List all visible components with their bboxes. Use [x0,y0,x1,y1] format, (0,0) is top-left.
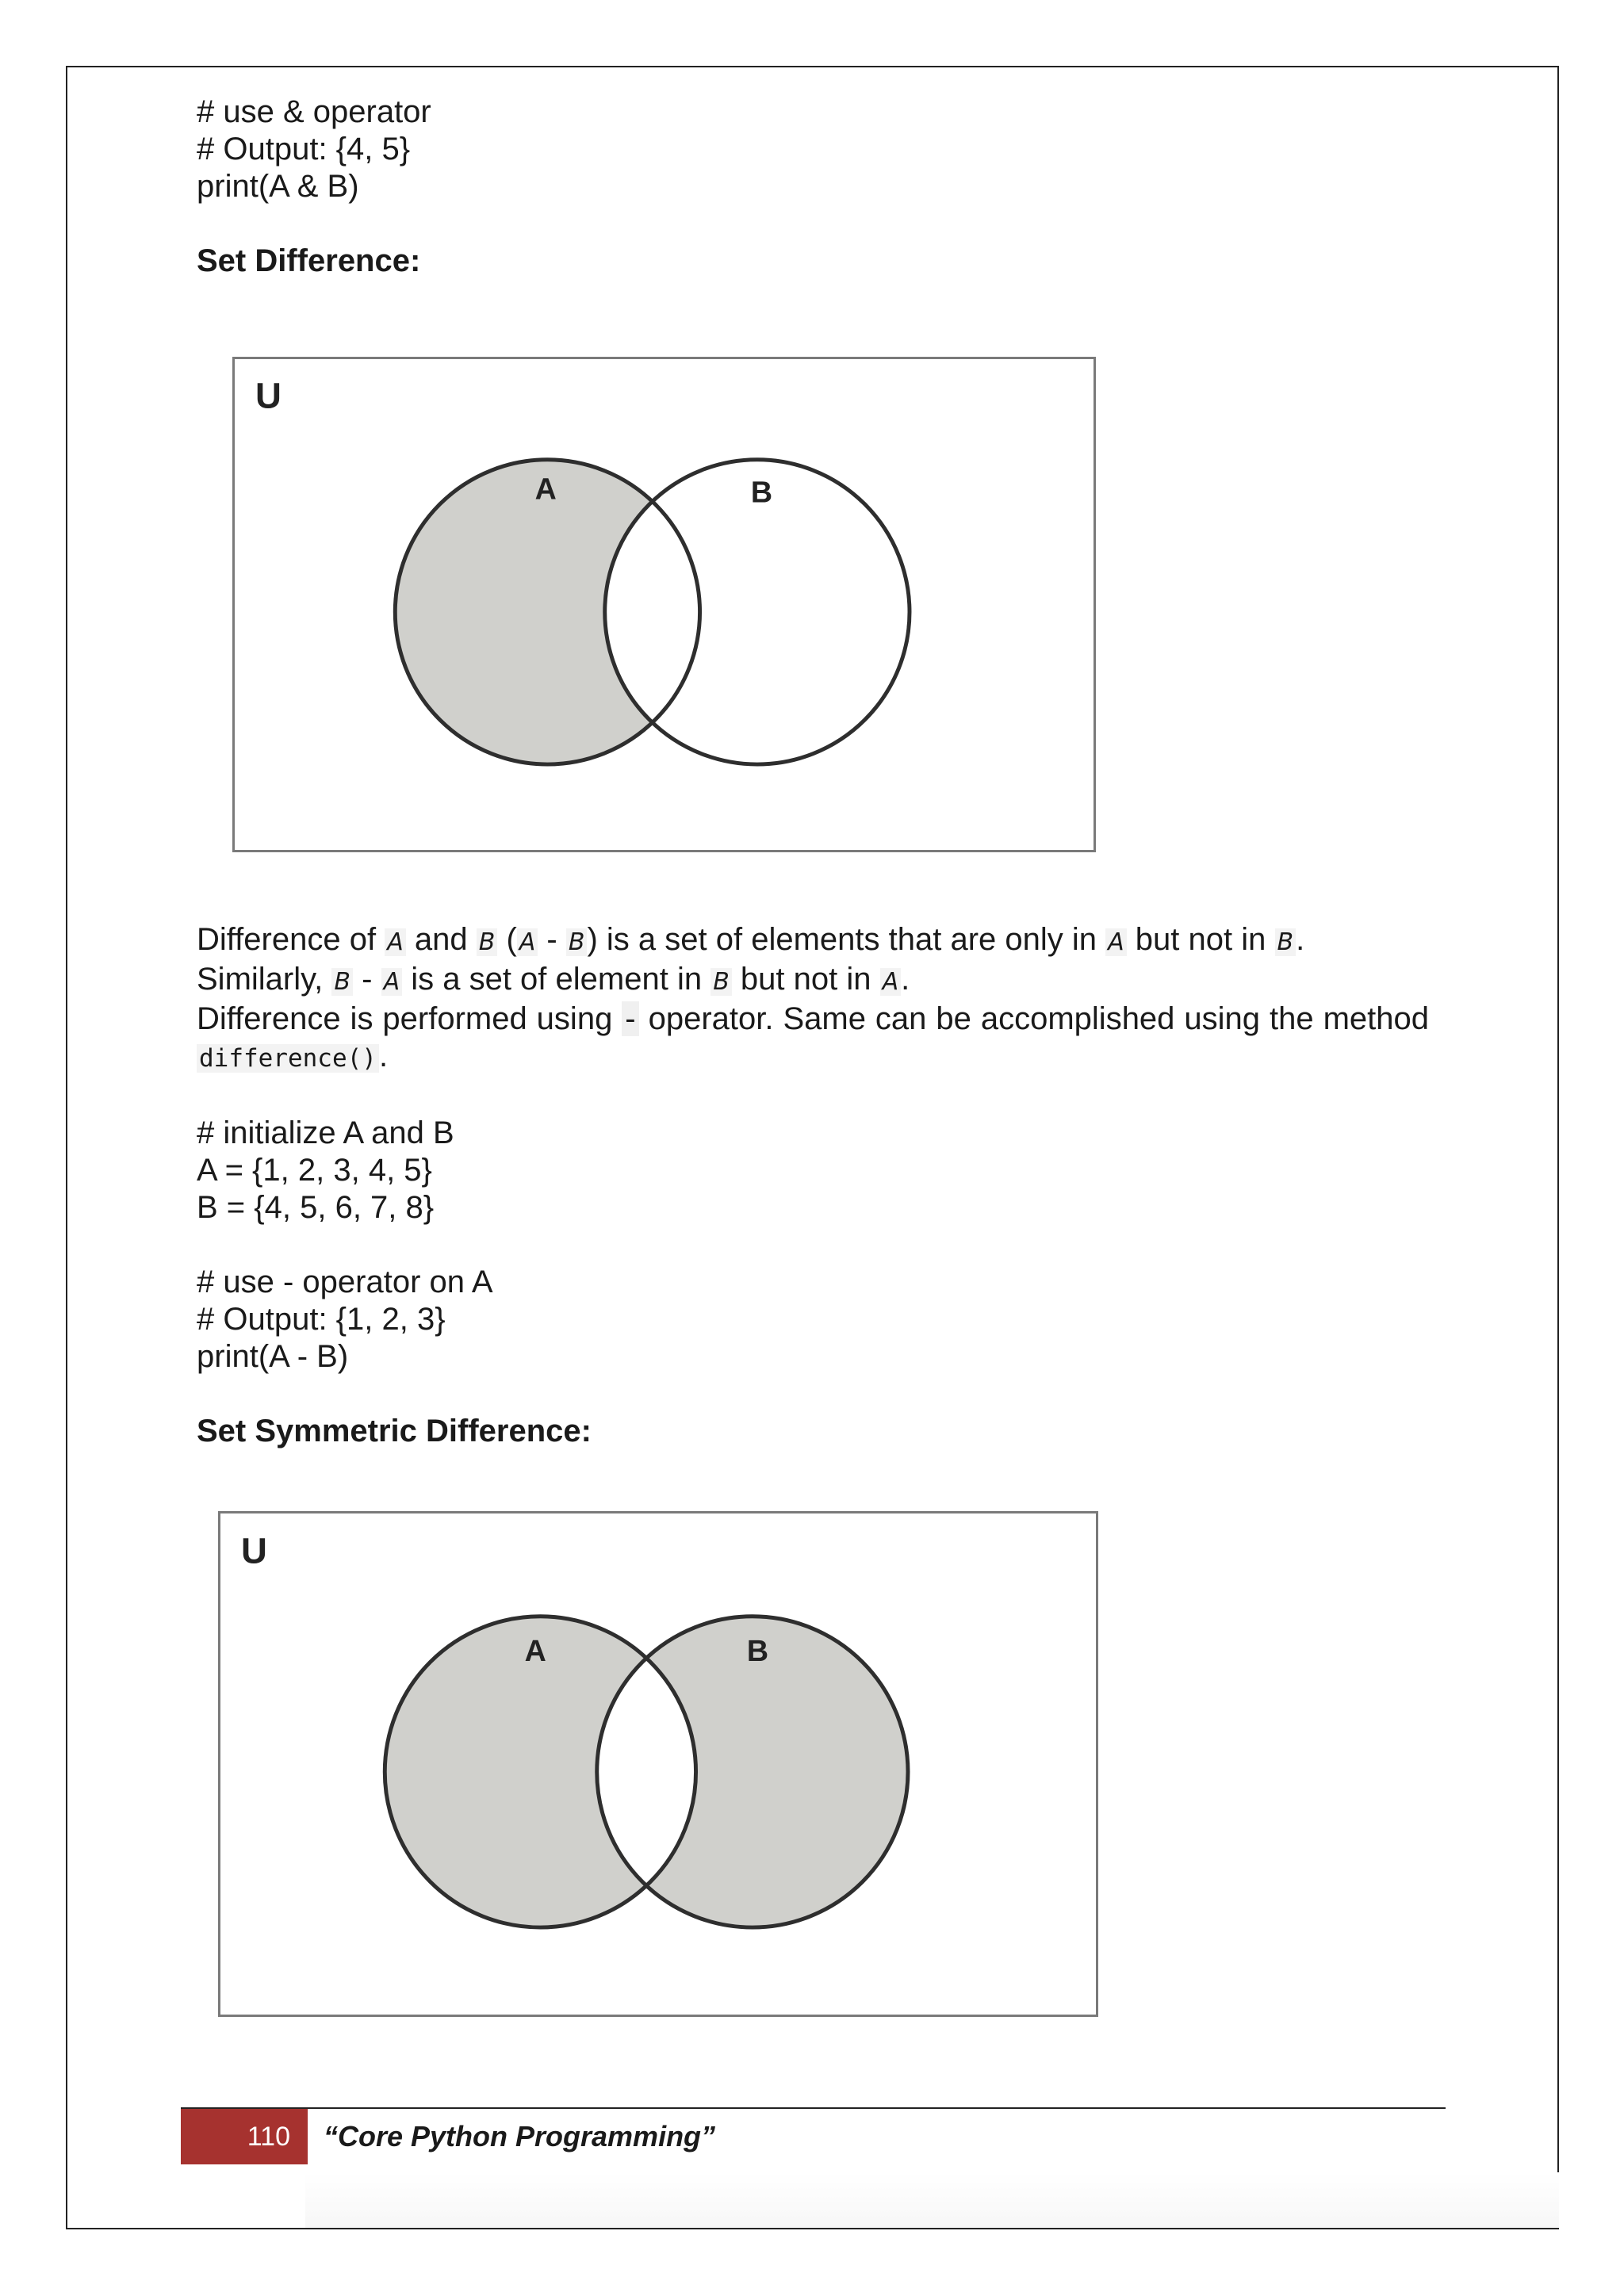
method-code: difference() [197,1044,379,1073]
venn-difference-svg [235,359,1094,850]
universe-label: U [255,375,282,416]
heading-symmetric-difference: Set Symmetric Difference: [197,1414,592,1448]
text: ) is a set of elements that are only in [587,922,1097,957]
text: . [378,1039,389,1073]
math-var: A [1105,928,1127,956]
code-line: # Output: {4, 5} [197,132,411,166]
text: and [414,922,468,957]
math-var: A [517,928,538,956]
difference-paragraph [197,921,1429,961]
page-content [197,94,1429,280]
math-var: B [566,928,588,956]
text: is a set of element in [411,962,703,997]
code-line: print(A - B) [197,1339,349,1374]
math-var: B [710,968,732,996]
code-line: A = {1, 2, 3, 4, 5} [197,1153,432,1188]
code-line: B = {4, 5, 6, 7, 8} [197,1190,435,1225]
code-line: # use & operator [197,94,431,129]
code-line: # use - operator on A [197,1265,493,1299]
venn-diagram-difference [232,357,1096,852]
venn-symmetric-svg [220,1513,1096,2015]
code-line: # Output: {1, 2, 3} [197,1302,446,1337]
text: - [362,962,373,997]
similarly-line [197,961,1429,1001]
code-line: # initialize A and B [197,1115,454,1150]
text: . [901,962,910,997]
operator-code: - [622,1001,638,1036]
code-block-initialize [197,1115,1429,1226]
set-a-label: A [534,472,557,506]
set-b-label: B [750,475,773,509]
universe-label: U [240,1530,267,1571]
math-var: B [1275,928,1297,956]
text: but not in [1135,922,1266,957]
set-b-label: B [746,1634,769,1668]
body-text [197,921,1429,1450]
text: but not in [740,962,871,997]
text: Difference of [197,922,377,957]
text: ( [506,922,517,957]
text: . [1296,922,1305,957]
math-var: A [385,928,406,956]
set-a-label: A [524,1634,546,1668]
math-var: A [381,968,403,996]
heading-set-difference: Set Difference: [197,243,421,278]
math-var: A [880,968,902,996]
math-var: B [477,928,498,956]
math-var: B [331,968,353,996]
text: Difference is performed using [197,1001,613,1036]
page-shadow [305,2172,1559,2228]
page-number: 110 [181,2109,308,2164]
text: Similarly, [197,962,324,997]
text: operator. Same can be accomplished using the method [648,1001,1429,1036]
text: - [546,922,557,957]
code-line: print(A & B) [197,169,359,204]
code-block-intersection [197,94,1429,205]
book-title: “Core Python Programming” [324,2120,716,2152]
operator-paragraph [197,1001,1429,1077]
venn-diagram-symmetric [218,1511,1098,2017]
code-block-difference [197,1264,1429,1376]
